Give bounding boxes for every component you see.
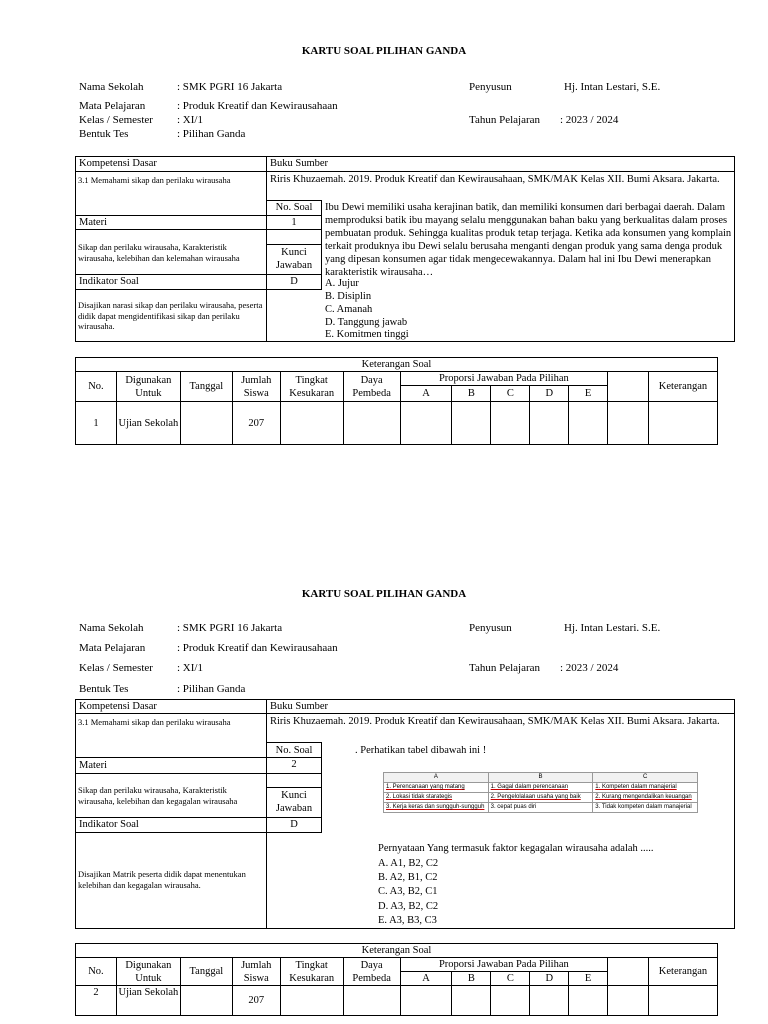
col-a: A (400, 972, 452, 986)
buku-value: Riris Khuzaemah. 2019. Produk Kreatif dan Kewirausahaan, SMK/MAK Kelas XII. Bumi Aksara. Jakarta. (270, 174, 720, 185)
label-bentuk-tes: Bentuk Tes (79, 128, 129, 140)
question-text: Pernyataan Yang termasuk faktor kegagalan wirausaha adalah ..... (378, 843, 654, 854)
kd-label: Kompetensi Dasar (79, 701, 157, 712)
value-kelas-semester: : XI/1 (177, 114, 203, 126)
col-b: B (452, 386, 491, 402)
col-jumlah: Jumlah Siswa (232, 958, 280, 986)
materi-value: Sikap dan perilaku wirausaha, Karakteristik wirausaha, kelebihan dan kelemahan wirausaha (78, 242, 240, 263)
col-tanggal: Tanggal (180, 372, 232, 402)
col-a: A (400, 386, 452, 402)
question-intro: . Perhatikan tabel dibawah ini ! (355, 745, 487, 756)
keterangan-table (75, 943, 718, 1016)
option-c: C. A3, B2, C1 (378, 886, 438, 897)
materi-value: Sikap dan perilaku wirausaha, Karakteristik wirausaha, kelebihan dan kegagalan wirausaha (78, 785, 238, 806)
col-no: No. (76, 372, 117, 402)
kunci-label: Kunci Jawaban (275, 247, 313, 271)
row-no: 1 (76, 402, 117, 445)
matrix-cell: 2. Pengelolalaan usaha yang baik (488, 793, 593, 803)
matrix-cell: 1. Kompeten dalam manajerial (593, 783, 698, 793)
buku-label: Buku Sumber (270, 701, 329, 712)
value-tahun-pelajaran: : 2023 / 2024 (560, 662, 619, 674)
matrix-cell: 3. cepat puas diri (488, 803, 593, 813)
label-mata-pelajaran: Mata Pelajaran (79, 100, 146, 112)
indikator-label: Indikator Soal (79, 819, 139, 830)
label-nama-sekolah: Nama Sekolah (79, 81, 144, 93)
value-penyusun: Hj. Intan Lestari, S.E. (564, 81, 661, 93)
row-untuk: Ujian Sekolah (116, 402, 180, 445)
value-penyusun: Hj. Intan Lestari. S.E. (564, 622, 661, 634)
col-tingkat: Tingkat Kesukaran (280, 372, 343, 402)
col-b: B (452, 972, 491, 986)
label-kelas-semester: Kelas / Semester (79, 114, 153, 126)
kunci-value: D (290, 276, 298, 287)
option-d: D. Tanggung jawab (325, 317, 408, 328)
matrix-cell: 3. Tidak kompeten dalam manajerial (593, 803, 698, 813)
indikator-value: Disajikan Matrik peserta didik dapat menentukan kelebihan dan kegagalan wirausaha. (78, 869, 246, 890)
value-mata-pelajaran: : Produk Kreatif dan Kewirausahaan (177, 100, 338, 112)
col-c: C (491, 386, 530, 402)
matrix-cell: 1. Gagal dalam perencanaan (488, 783, 593, 793)
option-b: B. A2, B1, C2 (378, 872, 438, 883)
nosoal-label: No. Soal (275, 745, 313, 756)
option-a: A. A1, B2, C2 (378, 858, 439, 869)
matrix-cell: 2. Kurang mengendalikan keuangan (593, 793, 698, 803)
col-digunakan: Digunakan Untuk (116, 958, 180, 986)
option-b: B. Disiplin (325, 291, 372, 302)
col-e: E (569, 386, 608, 402)
col-d: D (530, 386, 569, 402)
nosoal-value: 1 (291, 217, 297, 228)
value-bentuk-tes: : Pilihan Ganda (177, 683, 246, 695)
col-daya: Daya Pembeda (343, 372, 400, 402)
matrix-header-a: A (384, 773, 489, 783)
indikator-label: Indikator Soal (79, 276, 139, 287)
matrix-cell: 3. Kerja keras dan sungguh-sungguh (384, 803, 489, 813)
value-bentuk-tes: : Pilihan Ganda (177, 128, 246, 140)
kunci-label: Kunci Jawaban (275, 790, 313, 814)
kd-value: 3.1 Memahami sikap dan perilaku wirausaha (78, 175, 231, 185)
label-tahun-pelajaran: Tahun Pelajaran (469, 114, 541, 126)
table-row (76, 402, 718, 445)
kd-label: Kompetensi Dasar (79, 158, 157, 169)
matrix-cell: 2. Lokasi tidak starategis (384, 793, 489, 803)
keterangan-table (75, 357, 718, 445)
option-c: C. Amanah (325, 304, 373, 315)
label-penyusun: Penyusun (469, 81, 512, 93)
kunci-value: D (290, 819, 298, 830)
buku-value: Riris Khuzaemah. 2019. Produk Kreatif dan Kewirausahaan, SMK/MAK Kelas XII. Bumi Aksara. Jakarta. (270, 716, 720, 727)
col-proporsi: Proporsi Jawaban Pada Pilihan (400, 958, 607, 972)
col-keterangan: Keterangan (648, 958, 717, 986)
card-title: KARTU SOAL PILIHAN GANDA (301, 588, 467, 600)
materi-label: Materi (79, 217, 107, 228)
col-tingkat: Tingkat Kesukaran (280, 958, 343, 986)
value-mata-pelajaran: : Produk Kreatif dan Kewirausahaan (177, 642, 338, 654)
keterangan-caption: Keterangan Soal (76, 358, 718, 372)
col-keterangan: Keterangan (648, 372, 717, 402)
value-nama-sekolah: : SMK PGRI 16 Jakarta (177, 81, 283, 93)
matrix-header-b: B (488, 773, 593, 783)
col-e: E (569, 972, 608, 986)
option-e: E. A3, B3, C3 (378, 915, 437, 926)
label-bentuk-tes: Bentuk Tes (79, 683, 129, 695)
buku-label: Buku Sumber (270, 158, 329, 169)
label-kelas-semester: Kelas / Semester (79, 662, 153, 674)
col-jumlah: Jumlah Siswa (232, 372, 280, 402)
col-c: C (491, 972, 530, 986)
label-tahun-pelajaran: Tahun Pelajaran (469, 662, 541, 674)
option-e: E. Komitmen tinggi (325, 329, 409, 340)
col-digunakan: Digunakan Untuk (116, 372, 180, 402)
row-jumlah: 207 (232, 402, 280, 445)
col-proporsi: Proporsi Jawaban Pada Pilihan (400, 372, 607, 386)
indikator-value: Disajikan narasi sikap dan perilaku wirausaha, peserta didik dapat mengidentifikasi sikap dan perilaku wirausaha. (78, 300, 263, 331)
row-untuk: Ujian Sekolah (116, 986, 180, 1016)
value-kelas-semester: : XI/1 (177, 662, 203, 674)
nosoal-label: No. Soal (275, 202, 313, 213)
col-d: D (530, 972, 569, 986)
col-no: No. (76, 958, 117, 986)
matrix-table (383, 772, 698, 813)
label-mata-pelajaran: Mata Pelajaran (79, 642, 146, 654)
label-penyusun: Penyusun (469, 622, 512, 634)
materi-label: Materi (79, 760, 107, 771)
matrix-header-c: C (593, 773, 698, 783)
kd-value: 3.1 Memahami sikap dan perilaku wirausaha (78, 717, 231, 727)
option-a: A. Jujur (325, 278, 359, 289)
label-nama-sekolah: Nama Sekolah (79, 622, 144, 634)
row-jumlah: 207 (232, 986, 280, 1016)
question-text: Ibu Dewi memiliki usaha kerajinan batik, dan memiliki konsumen dari berbagai daerah. Dalam memproduksi batik ibu mayang selalu menggunakan bahan baku yang berkualitas dalam proses pembuatan produk. Sehingga kualitas produk tetap terjaga. Ketika ada konsumen yang komplain terkait produknya ibu Dewi selalu berusaha menganti dengan produk yang sama denga produk yang dipesan konsumen agar tidak mengecewakannya. Dalam hal ini Ibu Dewi menerapkan karakteristik wirausaha… (325, 202, 732, 278)
value-tahun-pelajaran: : 2023 / 2024 (560, 114, 619, 126)
col-tanggal: Tanggal (180, 958, 232, 986)
row-no: 2 (76, 986, 117, 1016)
nosoal-value: 2 (291, 759, 297, 770)
table-row (76, 986, 718, 1016)
card-title: KARTU SOAL PILIHAN GANDA (301, 45, 467, 57)
matrix-cell: 1. Perencanaan yang matang (384, 783, 489, 793)
keterangan-caption: Keterangan Soal (76, 944, 718, 958)
value-nama-sekolah: : SMK PGRI 16 Jakarta (177, 622, 283, 634)
col-daya: Daya Pembeda (343, 958, 400, 986)
option-d: D. A3, B2, C2 (378, 901, 439, 912)
